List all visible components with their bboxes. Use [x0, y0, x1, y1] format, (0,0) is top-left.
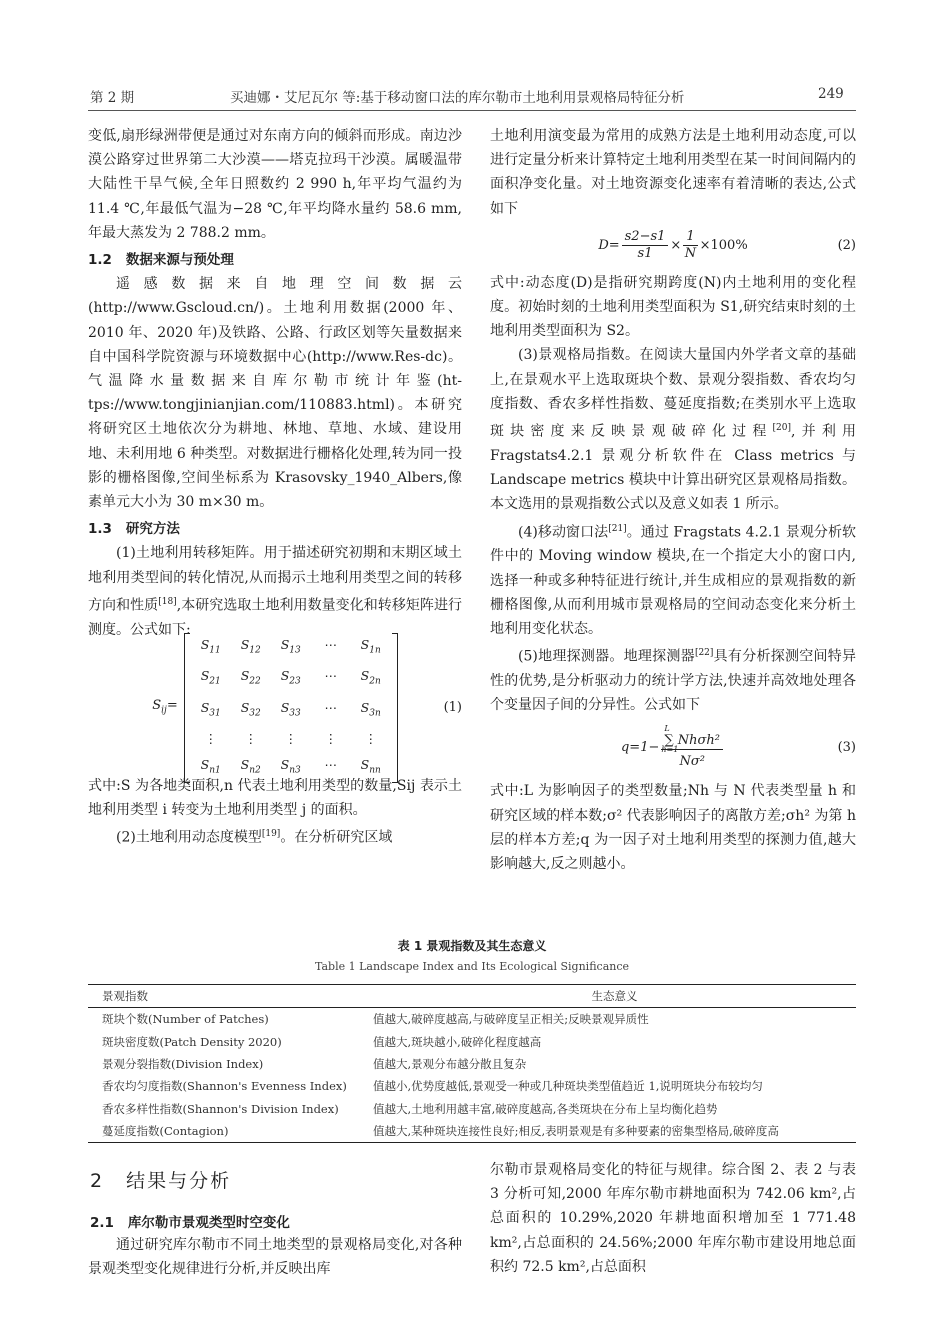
section-number: 1.3 — [88, 521, 112, 538]
fraction-denominator: s1 — [637, 246, 653, 262]
left-column — [88, 124, 462, 850]
text-run: (5)地理探测器。地理探测器 — [518, 648, 695, 665]
text-run: 具有分析探测空间特异性的优势,是分析驱动力的统计学方法,快速并高效地处理各个变量因子间的分异性。公式如下 — [490, 648, 856, 714]
sum-upper-limit: L — [664, 723, 670, 733]
equation-tail: ×100% — [699, 237, 748, 253]
matrix-cell: $S_{n3}$ — [280, 757, 301, 776]
right-column — [490, 124, 856, 876]
section-2-right-paragraph: 尔勒市景观格局变化的特征与规律。综合图 2、表 2 与表 3 分析可知,2000 年库尔勒市耕地面积为 742.06 km²,占总面积的 10.29%,2020 年耕地面积增加至 1 771.48 km²,占总面积的 24.56%;2000 年库尔勒市建设用地总面积约 72.5 km²,占总面积 — [490, 1162, 856, 1275]
method-5-paragraph — [490, 641, 856, 717]
section-number: 1.2 — [88, 252, 112, 269]
equation-fraction — [683, 229, 697, 262]
table-row — [88, 1075, 856, 1097]
page-number: 249 — [818, 86, 844, 102]
section-title: 库尔勒市景观类型时空变化 — [127, 1215, 290, 1231]
intro-paragraph: 变低,扇形绿洲带便是通过对东南方向的倾斜而形成。南边沙漠公路穿过世界第二大沙漠——塔克拉玛干沙漠。属暖温带大陆性干旱气候,全年日照数约 2 990 h,年平均气温约为 11.4 ℃,年最低气温为−28 ℃,年平均降水量约 58.6 mm,年最大蒸发为 2 788.2 mm。 — [88, 128, 462, 241]
table-header-row — [88, 985, 856, 1008]
index-name-cell: 斑块密度数(Patch Density 2020) — [102, 1034, 282, 1049]
index-name-cell: 景观分裂指数(Division Index) — [102, 1056, 264, 1071]
index-name-cell: 香农多样性指数(Shannon's Division Index) — [102, 1101, 339, 1116]
matrix-cell: $S_{2n}$ — [360, 668, 381, 687]
matrix-cell: ⋮ — [324, 731, 337, 747]
significance-cell: 值越大,破碎度越高,与破碎度呈正相关;反映景观异质性 — [373, 1012, 649, 1027]
matrix-cell: ⋯ — [324, 668, 337, 684]
matrix-cell: $S_{n2}$ — [240, 757, 261, 776]
header-rule — [88, 110, 856, 111]
significance-cell: 值越大,斑块越小,破碎化程度越高 — [373, 1034, 542, 1049]
method-2-paragraph — [88, 822, 462, 850]
table-row — [88, 1120, 856, 1143]
method-3-paragraph — [490, 343, 856, 516]
text-run: (2)土地利用动态度模型 — [116, 829, 262, 846]
fraction-numerator: 1 — [683, 229, 697, 246]
matrix-cell: $S_{31}$ — [200, 699, 221, 719]
method-4-paragraph — [490, 517, 856, 642]
equation-number: (3) — [837, 740, 856, 756]
equation-2-explanation: 式中:动态度(D)是指研究期跨度(N)内土地利用的变化程度。初始时刻的土地利用类型面积为 S1,研究结束时刻的土地利用类型面积为 S2。 — [490, 274, 856, 340]
section-number: 2.1 — [90, 1215, 114, 1231]
index-name-cell: 蔓延度指数(Contagion) — [88, 1120, 373, 1143]
fraction-numerator: s2−s1 — [622, 229, 669, 246]
sum-lower-limit: h=1 — [661, 744, 679, 754]
text-run: (1)土地利用转移矩阵。用于描述研究初期和末期区域土地利用类型间的转化情况,从而揭示土地利用类型之间的转移方向和性质 — [88, 545, 462, 614]
table-row — [88, 1098, 856, 1120]
citation-19: [19] — [261, 829, 281, 840]
equation-3 — [490, 717, 856, 779]
significance-cell: 值越大,土地利用越丰富,破碎度越高,各类斑块在分布上呈均衡化趋势 — [373, 1101, 718, 1116]
text-run: (4)移动窗口法 — [518, 524, 609, 541]
section-number: 2 — [90, 1170, 105, 1192]
fraction-numerator — [661, 723, 723, 754]
equation-lhs: q=1− — [620, 740, 660, 756]
matrix-cell: ⋮ — [284, 731, 297, 747]
section-1-2-heading — [88, 248, 462, 272]
issue-label: 第 2 期 — [90, 90, 135, 106]
citation-21: [21] — [608, 523, 627, 534]
section-title: 研究方法 — [125, 521, 180, 538]
significance-cell: 值越大,某种斑块连接性良好;相反,表明景观是有多种要素的密集型格局,破碎度高 — [373, 1120, 856, 1143]
table-caption-cn: 表 1 景观指数及其生态意义 — [397, 939, 547, 953]
landscape-index-table — [88, 984, 856, 1143]
equation-2 — [490, 221, 856, 271]
fraction-denominator: Nσ² — [679, 753, 705, 769]
matrix-cell: ⋯ — [324, 636, 337, 652]
citation-18: [18] — [158, 596, 177, 607]
column-header: 生态意义 — [373, 985, 856, 1008]
text-run: (3)景观格局指数。在阅读大量国内外学者文章的基础上,在景观水平上选取斑块个数、景观分裂指数、香农均匀度指数、香农多样性指数、蔓延度指数;在类别水平上选取斑块密度来反映景观破碎化过程 — [490, 347, 856, 440]
matrix-cell: ⋯ — [324, 699, 337, 715]
table-row — [88, 1030, 856, 1052]
matrix-cell: $S_{21}$ — [200, 668, 221, 687]
section-2-heading — [90, 1166, 231, 1193]
equation-3-explanation: 式中:L 为影响因子的类型数量;Nh 与 N 代表类型量 h 和研究区域的样本数;σ² 代表影响因子的离散方差;σh² 为第 h 层的样本方差;q 为一因子对土地利用类型的探测力值,越大影响越大,反之则越小。 — [490, 783, 856, 873]
text-run: ,并利用 Fragstats4.2.1 景观分析软件在 Class metrics 与 Landscape metrics 模块中计算出研究区景观格局指数。本文选用的景观指数公式以及意义如表 1 所示。 — [490, 423, 857, 513]
matrix-cell: $S_{11}$ — [200, 636, 221, 656]
table-row — [88, 1053, 856, 1075]
column-header: 景观指数 — [88, 985, 373, 1008]
citation-22: [22] — [694, 648, 714, 659]
matrix-cell: $S_{12}$ — [240, 636, 261, 656]
equation-fraction — [622, 229, 669, 262]
matrix-cell: $S_{23}$ — [280, 668, 301, 687]
sum-expression: ∑ Nhσh² — [664, 732, 720, 748]
matrix-cell: $S_{n1}$ — [200, 757, 221, 776]
section-title: 结果与分析 — [126, 1170, 232, 1192]
matrix-cell: $S_{13}$ — [280, 636, 301, 656]
text-run: 。通过 Fragstats 4.2.1 景观分析软件中的 Moving window 模块,在一个指定大小的窗口内,选择一种或多种特征进行统计,并生成相应的景观指数的新栅格图像,从而利用城市景观格局的空间动态变化来分析土地利用变化状态。 — [490, 524, 856, 637]
equation-lhs: D= — [598, 237, 620, 253]
matrix-cell: ⋮ — [364, 731, 377, 747]
table-row — [88, 1008, 856, 1031]
index-name-cell: 斑块个数(Number of Patches) — [102, 1012, 269, 1027]
matrix-cell: $S_{1n}$ — [360, 636, 381, 656]
matrix-cell: $S_{22}$ — [240, 668, 261, 687]
equation-lhs: $S_{ij}=$ — [152, 697, 178, 716]
section-2-1-heading — [90, 1211, 290, 1231]
significance-cell: 值越大,景观分布越分散且复杂 — [373, 1056, 527, 1071]
equation-number: (2) — [837, 237, 856, 253]
equation-1-explanation: 式中:S 为各地类面积,n 代表土地利用类型的数量,Sij 表示土地利用类型 i 转变为土地利用类型 j 的面积。 — [88, 777, 462, 819]
section-title: 数据来源与预处理 — [125, 252, 234, 269]
matrix-cell: $S_{nn}$ — [360, 757, 381, 776]
table-caption-en: Table 1 Landscape Index and Its Ecological Significance — [314, 960, 630, 973]
method-1-paragraph — [88, 541, 462, 641]
times-sign: × — [670, 237, 682, 253]
text-run: 。在分析研究区域 — [280, 829, 393, 846]
fraction-denominator: N — [684, 246, 697, 262]
section-2-1-paragraph: 通过研究库尔勒市不同土地类型的景观格局变化,对各种景观类型变化规律进行分析,并反映出库 — [88, 1237, 462, 1278]
method-2-continued: 土地利用演变最为常用的成熟方法是土地利用动态度,可以进行定量分析来计算特定土地利用类型在某一时间间隔内的面积净变化量。对土地资源变化速率有着清晰的表达,公式如下 — [490, 128, 856, 217]
text-run: ,本研究选取土地利用数量变化和转移矩阵进行测度。公式如下: — [88, 597, 463, 638]
matrix-cell: ⋯ — [324, 757, 337, 773]
matrix-cell: ⋮ — [244, 731, 257, 747]
significance-cell: 值越小,优势度越低,景观受一种或几种斑块类型值趋近 1,说明斑块分布较均匀 — [373, 1079, 763, 1094]
equation-1 — [88, 636, 462, 776]
matrix-cell: $S_{32}$ — [240, 699, 261, 719]
matrix-cell: $S_{3n}$ — [360, 699, 381, 719]
data-source-paragraph: 遥感数据来自地理空间数据云(http://www.Gscloud.cn/)。土地利用数据(2000 年、2010 年、2020 年)及铁路、公路、行政区划等矢量数据来自中国科学院资源与环境数据中心(http://www.Res-dc)。气温降水量数据来自库尔勒市统计年鉴(ht-tps://www.tongjinianjian.com/110883.html)。本研究将研究区土地依次分为耕地、林地、草地、水域、建设用地、未利用地 6 种类型。对数据进行栅格化处理,转为同一投影的栅格图像,空间坐标系为 Krasovsky_1940_Albers,像素单元大小为 30 m×30 m。 — [88, 276, 462, 511]
equation-fraction — [661, 723, 723, 770]
section-1-3-heading — [88, 517, 462, 541]
matrix-cell: $S_{33}$ — [280, 699, 301, 719]
matrix-cell: ⋮ — [204, 731, 217, 747]
index-name-cell: 香农均匀度指数(Shannon's Evenness Index) — [102, 1079, 347, 1094]
transfer-matrix — [184, 633, 398, 783]
equation-number: (1) — [443, 699, 462, 715]
citation-20: [20] — [772, 423, 792, 434]
running-title: 买迪娜・艾尼瓦尔 等:基于移动窗口法的库尔勒市土地利用景观格局特征分析 — [230, 90, 685, 106]
